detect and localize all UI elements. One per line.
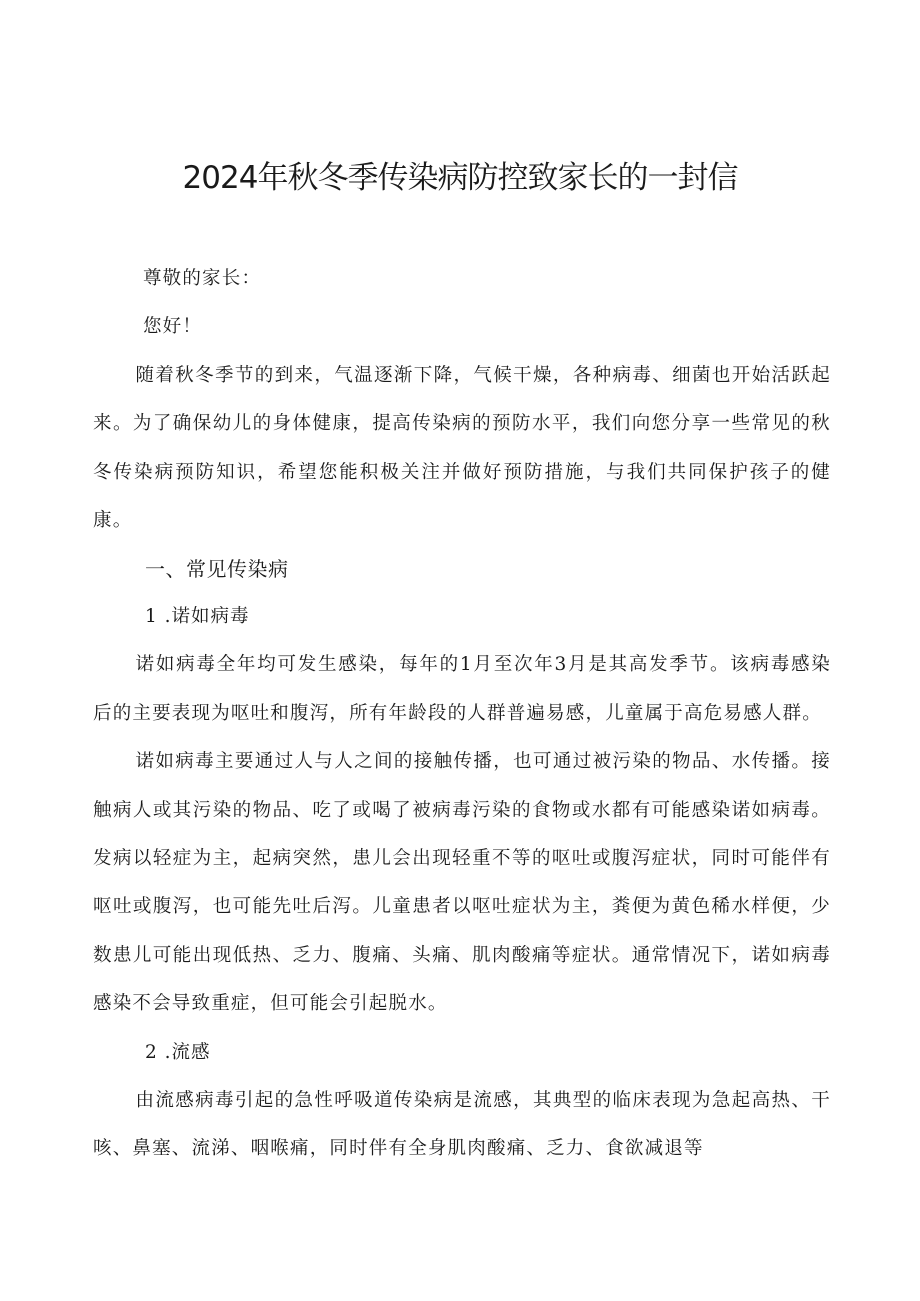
greeting: 您好！ xyxy=(142,316,203,338)
document-body xyxy=(93,255,831,1174)
section-heading-common-diseases: 一、常见传染病 xyxy=(145,557,289,582)
subsection-heading-flu: 2 .流感 xyxy=(145,1041,211,1063)
document-title: 2024年秋冬季传染病防控致家长的一封信 xyxy=(182,160,738,196)
norovirus-paragraph-2: 诺如病毒主要通过人与人之间的接触传播，也可通过被污染的物品、水传播。接触病人或其污染的物品、吃了或喝了被病毒污染的食物或水都有可能感染诺如病毒。发病以轻症为主，起病突然，患儿会出现轻重不等的呕吐或腹泻症状，同时可能伴有呕吐或腹泻，也可能先吐后泻。儿童患者以呕吐症状为主，粪便为黄色稀水样便，少数患儿可能出现低热、乏力、腹痛、头痛、肌肉酸痛等症状。通常情况下，诺如病毒感染不会导致重症，但可能会引起脱水。 xyxy=(93,751,831,1015)
salutation: 尊敬的家长： xyxy=(142,268,262,289)
subsection-heading-norovirus: 1 .诺如病毒 xyxy=(145,606,250,628)
flu-paragraph-1: 由流感病毒引起的急性呼吸道传染病是流感，其典型的临床表现为急起高热、干咳、鼻塞、流涕、咽喉痛，同时伴有全身肌肉酸痛、乏力、食欲减退等 xyxy=(93,1089,831,1160)
norovirus-paragraph-1: 诺如病毒全年均可发生感染，每年的1月至次年3月是其高发季节。该病毒感染后的主要表现为呕吐和腹泻，所有年龄段的人群普遍易感，儿童属于高危易感人群。 xyxy=(93,654,831,724)
intro-paragraph: 随着秋冬季节的到来，气温逐渐下降，气候干燥，各种病毒、细菌也开始活跃起来。为了确保幼儿的身体健康，提高传染病的预防水平，我们向您分享一些常见的秋冬传染病预防知识，希望您能积极关注并做好预防措施，与我们共同保护孩子的健康。 xyxy=(93,364,831,532)
